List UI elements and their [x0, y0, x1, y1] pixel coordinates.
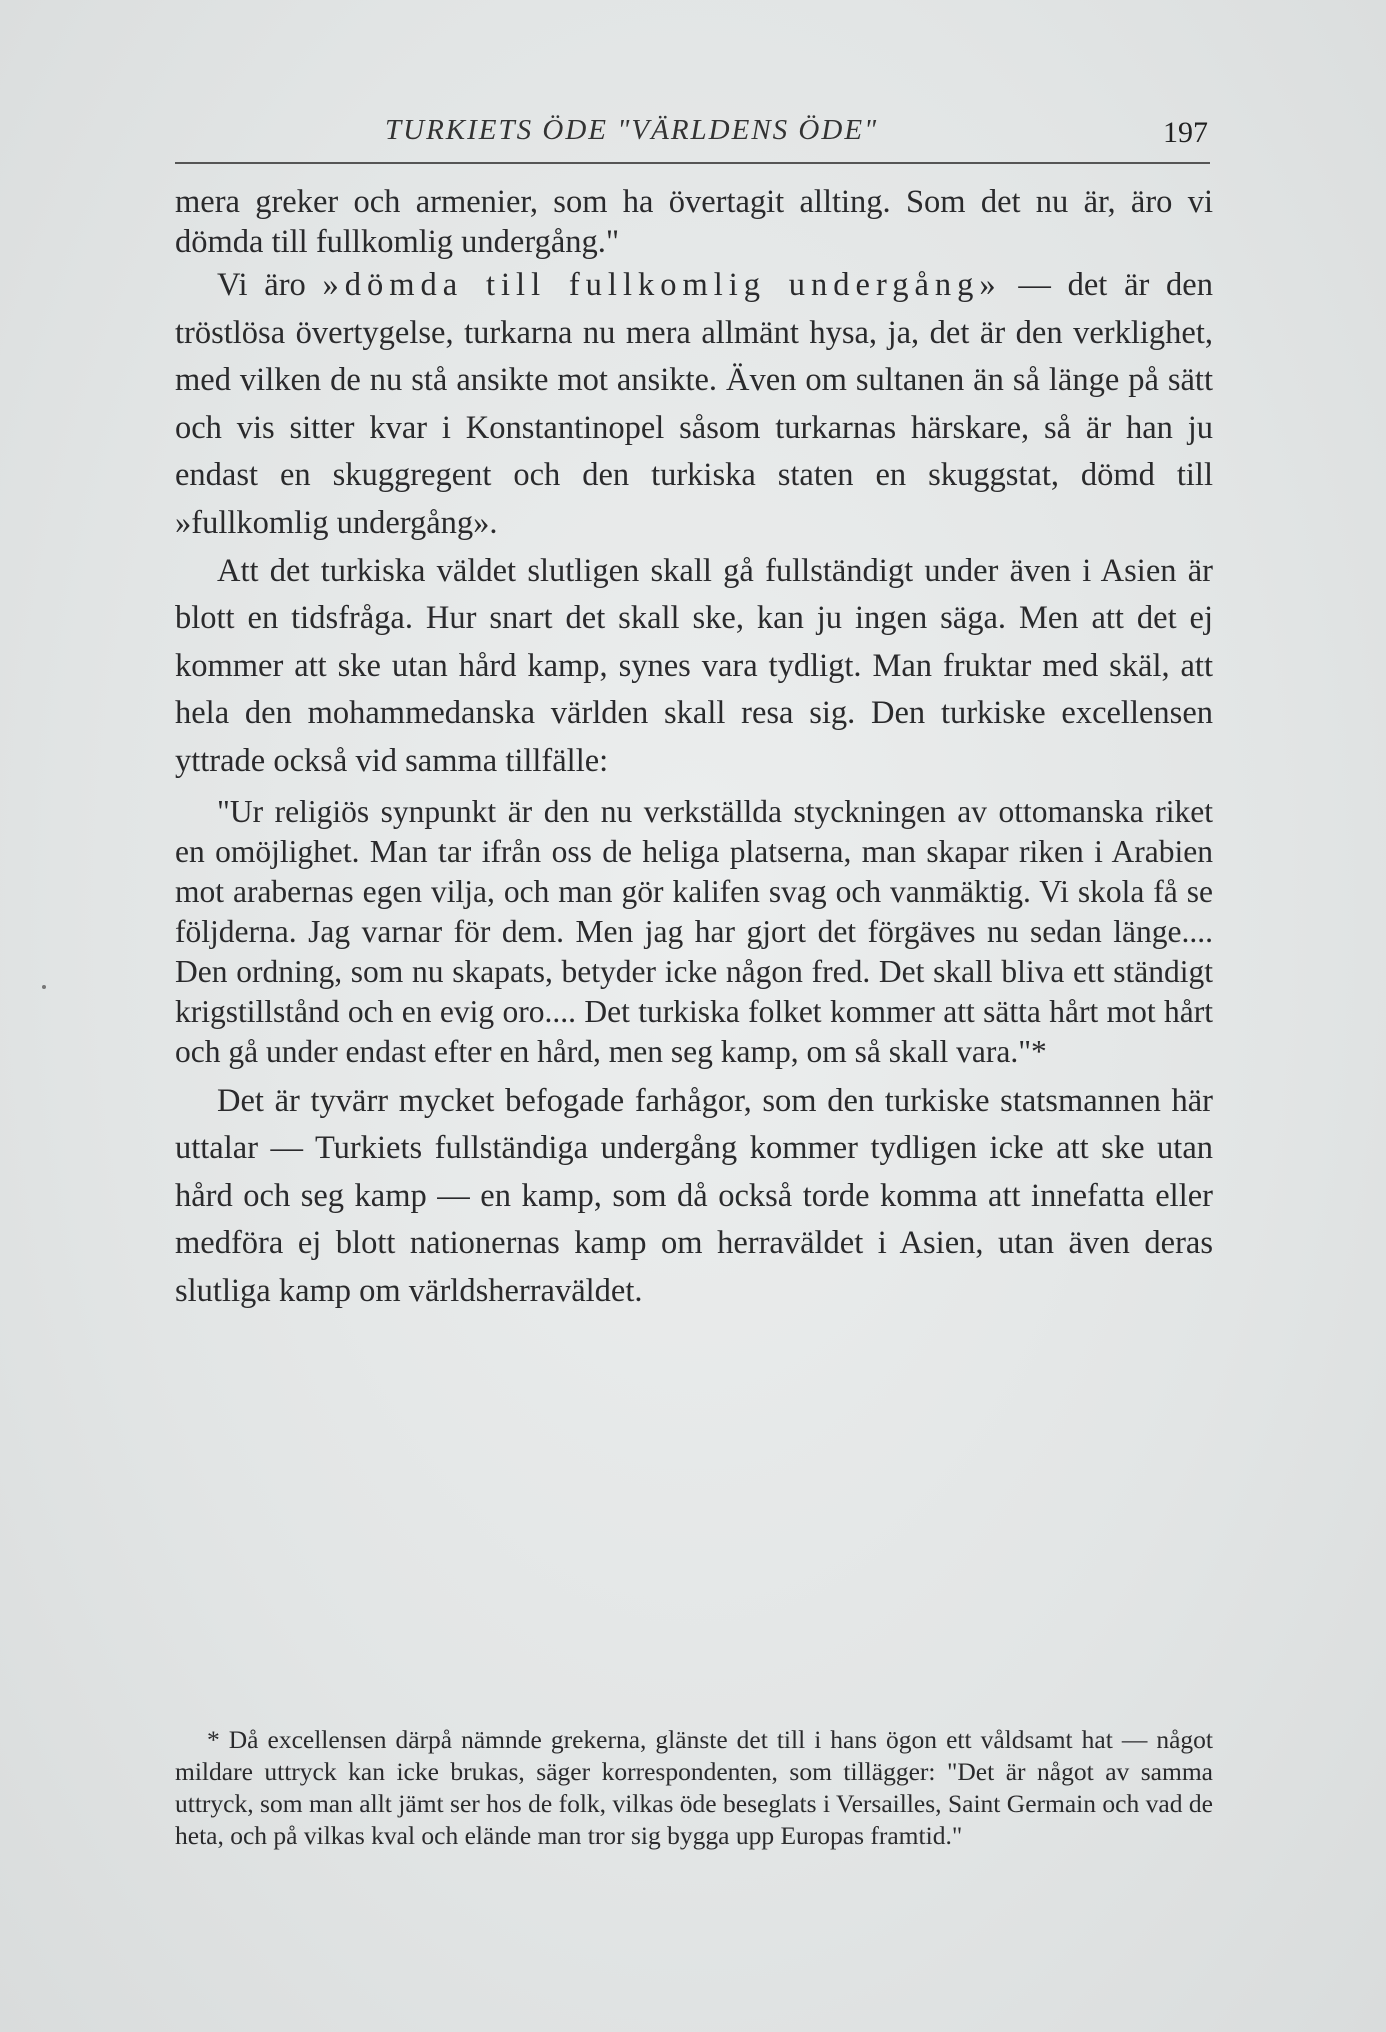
body-text	[175, 182, 1213, 1316]
paragraph-lead: Vi äro	[217, 267, 323, 303]
paragraph-rest: — det är den tröstlösa övertygelse, turkarna nu mera allmänt hysa, ja, det är den verklighet, med vilken de nu stå ansikte mot ansikte. Även om sultanen än så länge på sätt och vis sitter kvar i Konstantinopel såsom turkarnas härskare, så är han ju endast en skuggregent och den turkiska staten en skuggstat, dömd till »fullkomlig undergång».	[175, 267, 1213, 541]
spaced-emphasis: »dömda till fullkomlig undergång»	[322, 267, 1002, 303]
footnote: * Då excellensen därpå nämnde grekerna, glänste det till i hans ögon ett våldsamt hat — något mildare uttryck kan icke brukas, säger korrespondenten, som tillägger: "Det är något av samma uttryck, som man allt jämt ser hos de folk, vilkas öde beseglats i Versailles, Saint Germain och vad de heta, och på vilkas kval och elände man tror sig bygga upp Europas framtid."	[175, 1725, 1213, 1850]
header-rule	[175, 162, 1210, 164]
paragraph-continued: mera greker och armenier, som ha övertagit allting. Som det nu är, äro vi dömda till fullkomlig undergång."	[175, 184, 1213, 260]
paragraph-asia: Att det turkiska väldet slutligen skall gå fullständigt under även i Asien är blott en tidsfråga. Hur snart det skall ske, kan ju ingen säga. Men att det ej kommer att ske utan hård kamp, synes vara tydligt. Man fruktar med skäl, att hela den mohammedanska världen skall resa sig. Den turkiske excellensen yttrade också vid samma tillfälle:	[175, 552, 1213, 779]
running-head	[175, 108, 1210, 164]
paragraph-conclusion: Det är tyvärr mycket befogade farhågor, som den turkiske statsmannen här uttalar — Turkiets fullständiga undergång kommer tydligen icke att ske utan hård och seg kamp — en kamp, som då också torde komma att innefatta eller medföra ej blott nationernas kamp om herraväldet i Asien, utan även deras slutliga kamp om världsherraväldet.	[175, 1082, 1213, 1309]
running-title: TURKIETS ÖDE "VÄRLDENS ÖDE"	[385, 114, 879, 146]
page-number: 197	[1163, 116, 1208, 149]
paper-speck	[42, 985, 46, 989]
paragraph-doomed	[175, 262, 1213, 548]
block-quote: "Ur religiös synpunkt är den nu verkställda styckningen av ottomanska riket en omöjlighet. Man tar ifrån oss de heliga platserna, man skapar riken i Arabien mot arabernas egen vilja, och man gör kalifen svag och vanmäktig. Vi skola få se följderna. Jag varnar för dem. Men jag har gjort det förgäves nu sedan länge.... Den ordning, som nu skapats, betyder icke någon fred. Det skall bliva ett ständigt krigstillstånd och en evig oro.... Det turkiska folket kommer att sätta hårt mot hårt och gå under endast efter en hård, men seg kamp, om så skall vara."*	[175, 793, 1213, 1069]
